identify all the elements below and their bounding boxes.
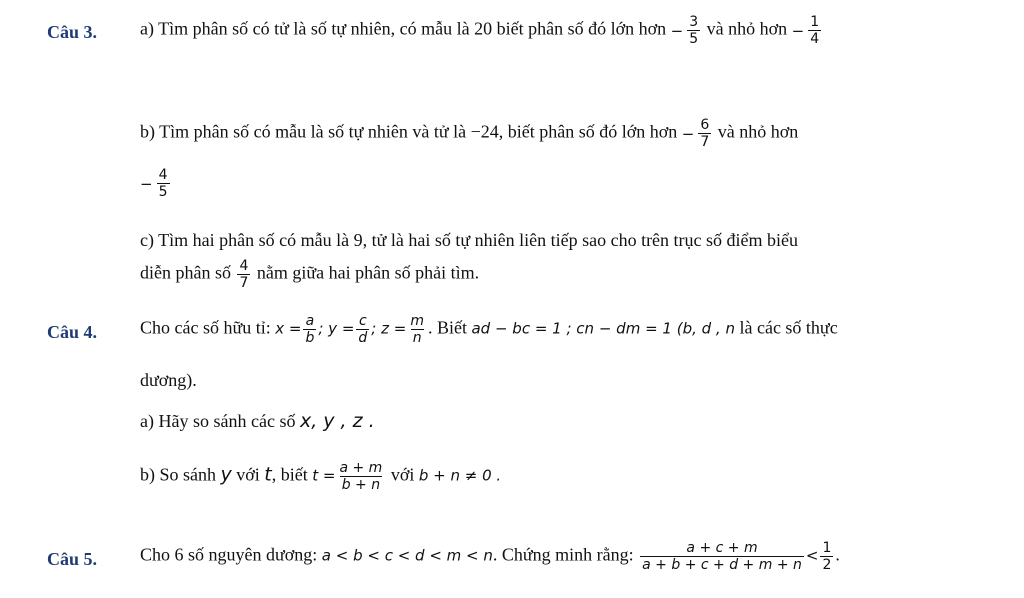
q3a-line — [140, 14, 823, 47]
frac-den: a + b + c + d + m + n — [642, 557, 802, 573]
q5-end: . — [835, 544, 840, 565]
q3b-and: và nhỏ hơn — [717, 121, 799, 142]
frac-den: b — [305, 330, 315, 346]
q3a-text: a) Tìm phân số có tử là số tự nhiên, có mẫu là 20 biết phân số đó lớn hơn — [140, 18, 667, 39]
q5-text2: . Chứng minh rằng: — [492, 544, 634, 565]
q5-line — [140, 540, 840, 573]
fraction-q3a-2 — [808, 14, 821, 47]
frac-num: 6 — [700, 117, 710, 133]
frac-den: 7 — [239, 275, 249, 291]
frac-num: m — [410, 313, 424, 329]
q4a-text: a) Hãy so sánh các số — [140, 411, 296, 431]
frac-num: 1 — [810, 14, 820, 30]
minus-sign: − — [670, 21, 684, 40]
q3-label: Câu 3. — [47, 22, 98, 42]
frac-den: 7 — [700, 134, 710, 150]
q4-intro: Cho các số hữu tỉ: — [140, 317, 271, 338]
q4b-voi2: với — [390, 464, 415, 485]
q5-lt: < — [805, 546, 819, 565]
q4-y-eq: ; y = — [318, 319, 355, 338]
fraction-x — [303, 313, 316, 346]
q5-text: Cho 6 số nguyên dương: — [140, 544, 318, 565]
q3a-and: và nhỏ hơn — [706, 18, 788, 39]
frac-num: 4 — [239, 258, 249, 274]
frac-num: a — [305, 313, 315, 329]
fraction-t — [337, 460, 384, 493]
q4b-line — [140, 460, 501, 493]
q4b-t: t — [264, 463, 272, 486]
frac-den: d — [358, 330, 368, 346]
fraction-y — [356, 313, 369, 346]
q3b-line2 — [140, 167, 172, 200]
q3b-text: b) Tìm phân số có mẫu là số tự nhiên và tử là −24, biết phân số đó lớn hơn — [140, 121, 678, 142]
q4a-line — [140, 410, 375, 432]
q4-x-eq: x = — [275, 319, 302, 338]
q5-label: Câu 5. — [47, 549, 98, 569]
q4-line2: dương). — [140, 370, 197, 390]
frac-num: 3 — [689, 14, 699, 30]
q4b-y: y — [220, 463, 232, 486]
q4-z-eq: ; z = — [371, 319, 407, 338]
frac-num: a + m — [339, 460, 383, 476]
fraction-q3b-1 — [698, 117, 711, 150]
q4-line1 — [140, 313, 838, 346]
frac-den: n — [412, 330, 422, 346]
minus-sign: − — [681, 124, 695, 143]
q4b-biet: , biết — [271, 464, 308, 485]
frac-num: 1 — [822, 540, 832, 556]
q3c-text2a: diễn phân số — [140, 262, 231, 283]
frac-num: a + c + m — [686, 540, 758, 556]
frac-den: 5 — [689, 31, 699, 47]
frac-num: c — [359, 313, 367, 329]
q4b-teq: t = — [312, 466, 336, 485]
minus-sign: − — [791, 21, 805, 40]
fraction-q5 — [640, 540, 804, 573]
q3c-text1: c) Tìm hai phân số có mẫu là 9, tử là hai số tự nhiên liên tiếp sao cho trên trục số điểm biểu — [140, 230, 799, 250]
q3c-line2 — [140, 258, 479, 291]
fraction-q3c — [237, 258, 250, 291]
q4b-voi: với — [236, 464, 260, 485]
fraction-half — [820, 540, 833, 573]
fraction-z — [408, 313, 426, 346]
q4a-vars: x, y , z . — [299, 410, 375, 432]
frac-num: 4 — [158, 167, 168, 183]
frac-den: 2 — [822, 557, 832, 573]
frac-den: b + n — [341, 477, 381, 493]
q4b-text1: b) So sánh — [140, 464, 216, 485]
frac-den: 4 — [810, 31, 820, 47]
q4-biet: . Biết — [427, 317, 467, 338]
q5-ineq: a < b < c < d < m < n — [321, 546, 493, 565]
q3c-text2b: nằm giữa hai phân số phải tìm. — [256, 262, 480, 283]
fraction-q3a-1 — [687, 14, 700, 47]
q4-cond-tail: là các số thực — [739, 317, 838, 338]
q3b-line — [140, 117, 798, 150]
q4b-cond: b + n ≠ 0 . — [418, 466, 502, 485]
fraction-q3b-2 — [157, 167, 170, 200]
frac-den: 5 — [158, 184, 168, 200]
q4-cond: ad − bc = 1 ; cn − dm = 1 (b, d , n — [471, 319, 735, 338]
minus-sign: − — [140, 174, 153, 193]
q4-label: Câu 4. — [47, 322, 98, 342]
